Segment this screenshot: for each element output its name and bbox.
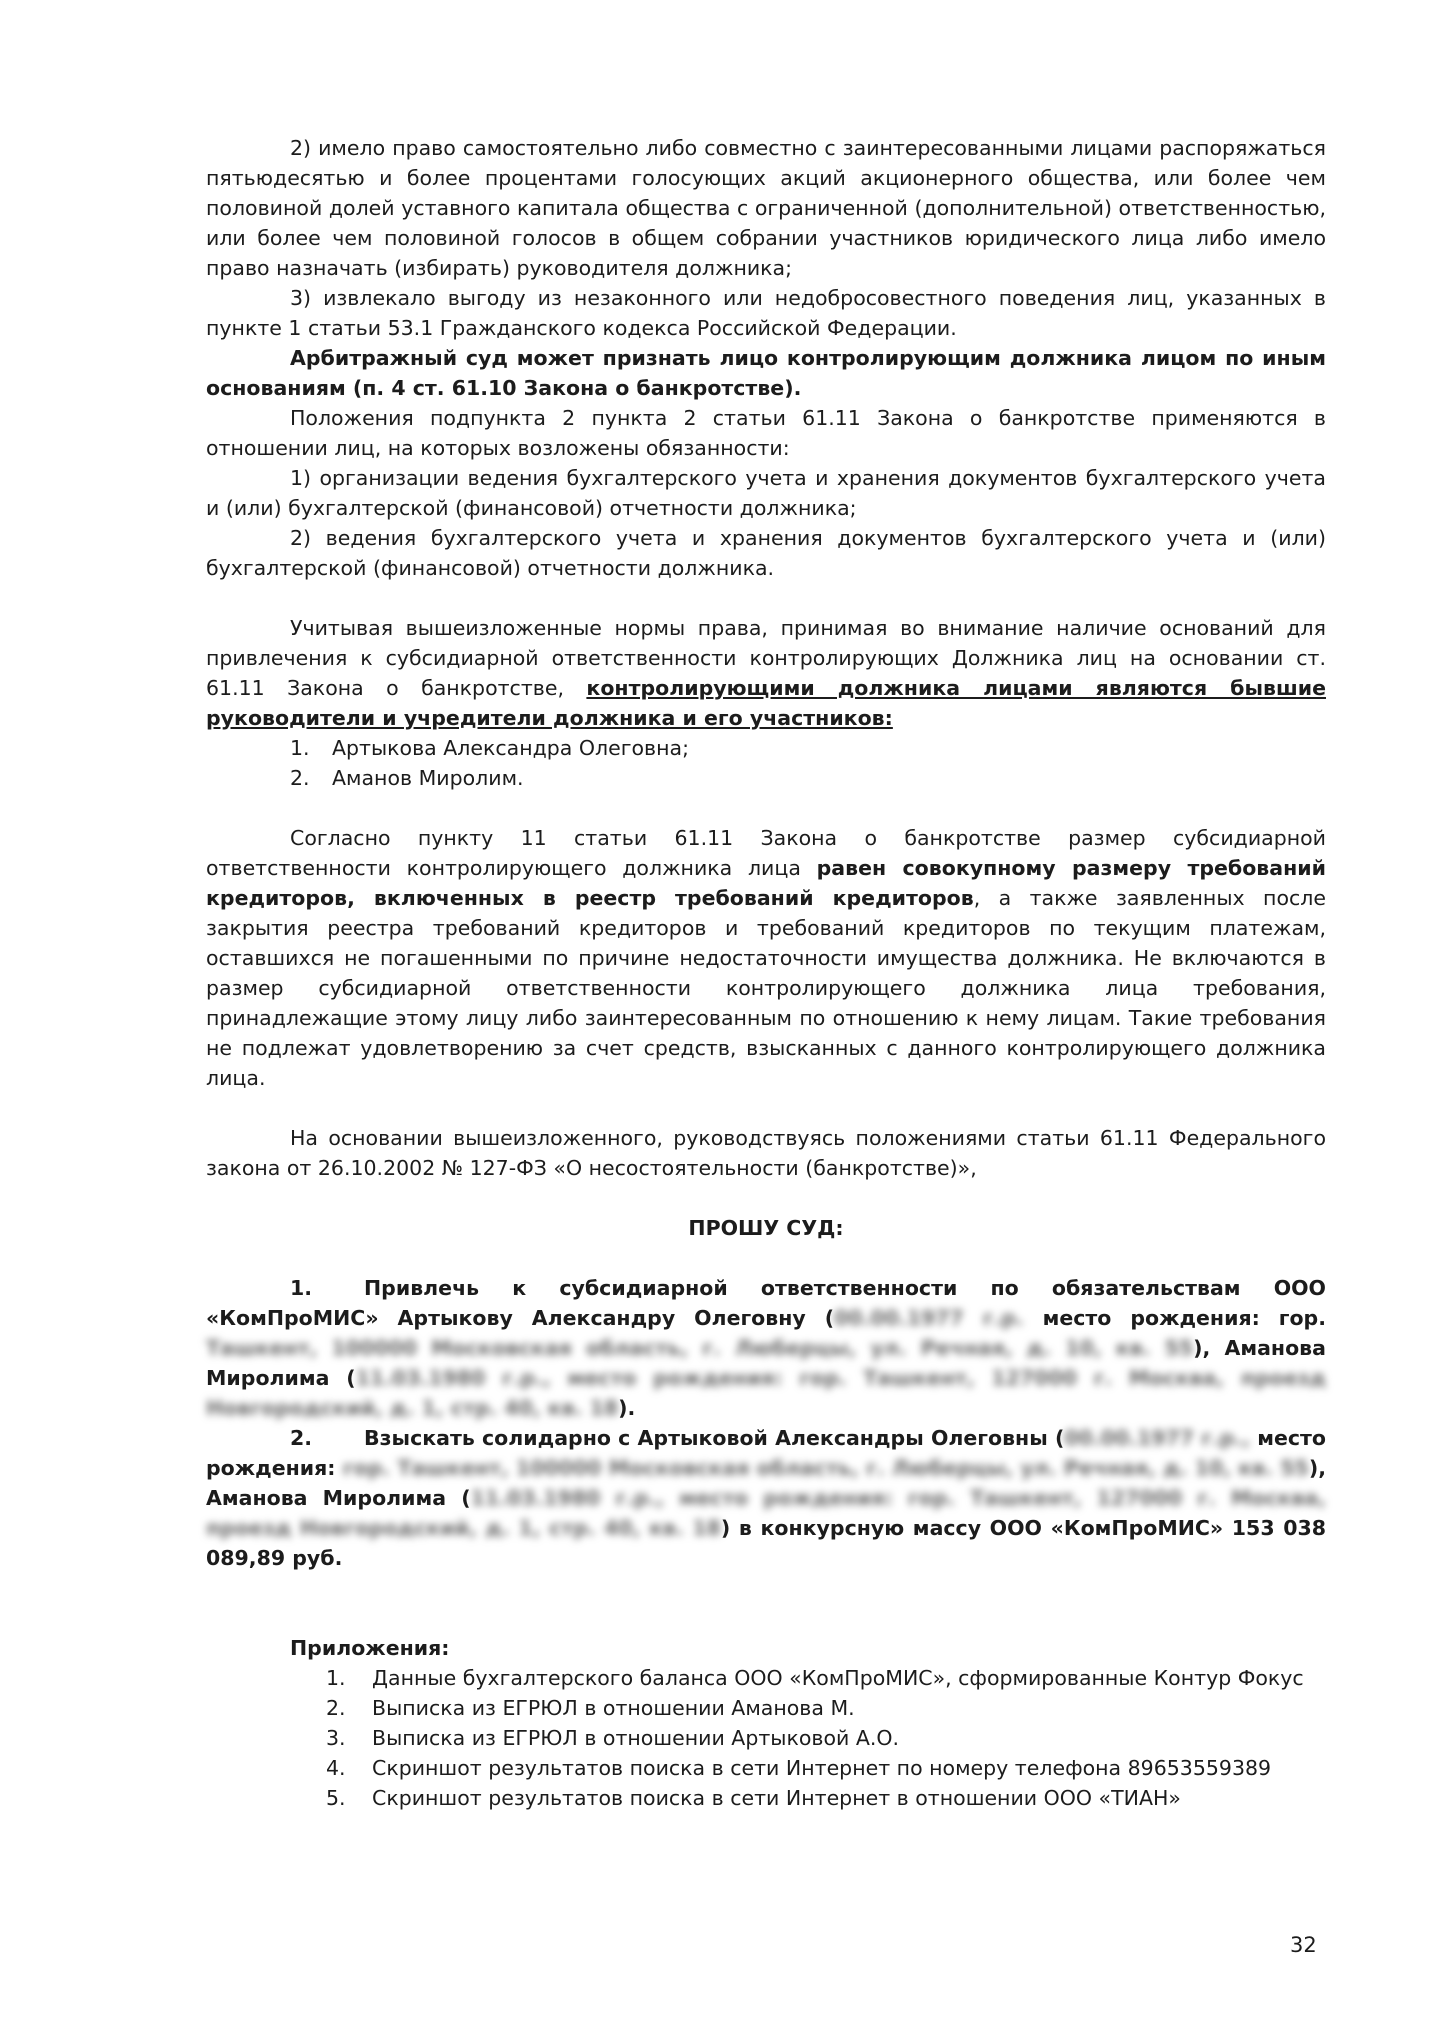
controller-name: Аманов Миролим. <box>332 766 524 790</box>
controllers-underlined: контролирующими должника лицами являются бывшие руководители и учредители должника и его участников: <box>206 676 1326 730</box>
paragraph-court-other-grounds: Арбитражный суд может признать лицо контролирующим должника лицом по иным основаниям (п. 4 ст. 61.10 Закона о банкротстве). <box>206 346 1326 400</box>
controllers-text: Учитывая вышеизложенные нормы права, принимая во внимание наличие оснований для привлечения к субсидиарной ответственности контролирующих Должника лиц на основании ст. 61.11 Закона о банкротстве, <box>206 616 1326 700</box>
appendix-text: Скриншот результатов поиска в сети Интернет по номеру телефона 89653559389 <box>372 1756 1272 1780</box>
controller-name: Артыкова Александра Олеговна; <box>332 736 689 760</box>
request-text: ) в конкурсную массу ООО «КомПроМИС» 153 038 089,89 руб. <box>206 1516 1326 1570</box>
appendix-text: Выписка из ЕГРЮЛ в отношении Аманова М. <box>372 1696 855 1720</box>
request-text: ), Аманова Миролима ( <box>206 1456 1326 1510</box>
request-text: ), Аманова Миролима ( <box>206 1336 1326 1390</box>
appendix-number: 2. <box>326 1696 346 1720</box>
paragraph-basis: На основании вышеизложенного, руководствуясь положениями статьи 61.11 Федерального закона от 26.10.2002 № 127-ФЗ «О несостоятельности (банкротстве)», <box>206 1126 1326 1180</box>
request-text: место рождения: гор. <box>1023 1306 1327 1330</box>
appendix-number: 3. <box>326 1726 346 1750</box>
request-item-1 <box>206 1273 1326 1423</box>
document-body <box>206 133 1326 1813</box>
controller-item <box>206 733 1326 763</box>
paragraph-duty-1: 1) организации ведения бухгалтерского учета и хранения документов бухгалтерского учета и (или) бухгалтерской (финансовой) отчетности должника; <box>206 466 1326 520</box>
appendix-text: Выписка из ЕГРЮЛ в отношении Артыковой А.О. <box>372 1726 900 1750</box>
appendix-item <box>206 1693 1326 1723</box>
appendix-title: Приложения: <box>290 1636 450 1660</box>
controller-number: 1. <box>290 736 310 760</box>
request-number: 2. <box>290 1426 313 1450</box>
controller-number: 2. <box>290 766 310 790</box>
redacted-text: 00.00.1977 г.р., <box>1064 1426 1250 1450</box>
paragraph-duty-2: 2) ведения бухгалтерского учета и хранения документов бухгалтерского учета и (или) бухгалтерской (финансовой) отчетности должника. <box>206 526 1326 580</box>
appendix-number: 4. <box>326 1756 346 1780</box>
liability-bold: равен совокупному размеру требований кредиторов, включенных в реестр требований кредиторов <box>206 856 1326 910</box>
paragraph-item-3: 3) извлекало выгоду из незаконного или недобросовестного поведения лиц, указанных в пункте 1 статьи 53.1 Гражданского кодекса Российской Федерации. <box>206 286 1326 340</box>
paragraph-controllers <box>206 613 1326 733</box>
request-text: место рождения: <box>206 1426 1326 1480</box>
redacted-text: гор. Ташкент, 100000 Московская область, г. Люберцы, ул. Речная, д. 10, кв. 55 <box>342 1456 1309 1480</box>
paragraph-liability <box>206 823 1326 1093</box>
request-item-2 <box>206 1423 1326 1573</box>
appendix-item <box>206 1753 1326 1783</box>
controller-item <box>206 763 1326 793</box>
page-number: 32 <box>1290 1933 1317 1957</box>
paragraph-item-2: 2) имело право самостоятельно либо совместно с заинтересованными лицами распоряжаться пятьюдесятью и более процентами голосующих акций акционерного общества, или более чем половиной долей уставного капитала общества с ограниченной (дополнительной) ответственностью, или более чем половиной голосов в общем собрании участников юридического лица либо имело право назначать (избирать) руководителя должника; <box>206 136 1326 280</box>
appendix-item <box>206 1783 1326 1813</box>
request-title: ПРОШУ СУД: <box>688 1216 844 1240</box>
liability-text-2: , а также заявленных после закрытия реестра требований кредиторов и требований кредиторов по текущим платежам, оставшихся не погашенными по причине недостаточности имущества должника. Не включаются в размер субсидиарной ответственности контролирующего должника лица требования, принадлежащие этому лицу либо заинтересованным по отношению к нему лицам. Такие требования не подлежат удовлетворению за счет средств, взысканных с данного контролирующего должника лица. <box>206 886 1326 1090</box>
redacted-text: 11.03.1980 г.р., место рождения: гор. Ташкент, 127000 г. Москва, проезд Новгородский, д. 1, стр. 40, кв. 18 <box>206 1486 1326 1540</box>
appendix-item <box>206 1663 1326 1693</box>
paragraph-provisions: Положения подпункта 2 пункта 2 статьи 61.11 Закона о банкротстве применяются в отношении лиц, на которых возложены обязанности: <box>206 406 1326 460</box>
redacted-text: Ташкент, 100000 Московская область, г. Люберцы, ул. Речная, д. 10, кв. 55 <box>206 1336 1194 1360</box>
appendix-item <box>206 1723 1326 1753</box>
request-number: 1. <box>290 1276 313 1300</box>
request-text: ). <box>618 1396 636 1420</box>
request-text: Взыскать солидарно с Артыковой Александры Олеговны ( <box>364 1426 1065 1450</box>
liability-text-1: Согласно пункту 11 статьи 61.11 Закона о банкротстве размер субсидиарной ответственности контролирующего должника лица <box>206 826 1326 880</box>
appendix-text: Данные бухгалтерского баланса ООО «КомПроМИС», сформированные Контур Фокус <box>372 1666 1304 1690</box>
redacted-text: 00.00.1977 г.р. <box>834 1306 1024 1330</box>
appendix-text: Скриншот результатов поиска в сети Интернет в отношении ООО «ТИАН» <box>372 1786 1181 1810</box>
appendix-number: 1. <box>326 1666 346 1690</box>
redacted-text: 11.03.1980 г.р., место рождения: гор. Ташкент, 127000 г. Москва, проезд Новгородский, д. 1, стр. 40, кв. 18 <box>206 1366 1326 1420</box>
appendix-number: 5. <box>326 1786 346 1810</box>
request-text: Привлечь к субсидиарной ответственности по обязательствам ООО «КомПроМИС» Артыкову Александру Олеговну ( <box>206 1276 1326 1330</box>
